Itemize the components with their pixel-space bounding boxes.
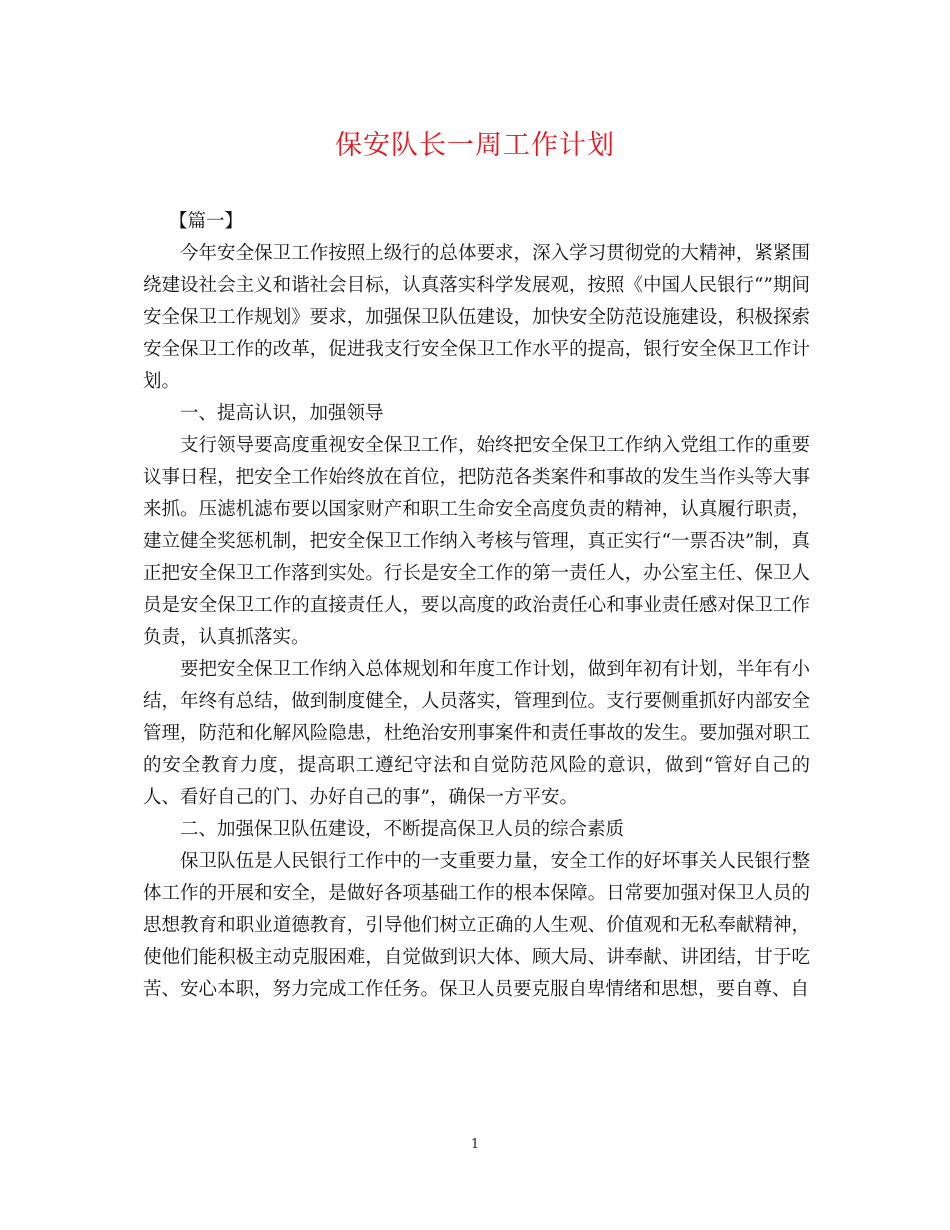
page-number: 1 <box>470 1137 480 1152</box>
paragraph-team: 保卫队伍是人民银行工作中的一支重要力量，安全工作的好坏事关人民银行整体工作的开展和安全，是做好各项基础工作的根本保障。日常要加强对保卫人员的思想教育和职业道德教育，引导他们树立正确的人生观、价值观和无私奉献精神，使他们能积极主动克服困难，自觉做到识大体、顾大局、讲奉献、讲团结，甘于吃苦、安心本职，努力完成工作任务。保卫人员要克服自卑情绪和思想，要自尊、自 <box>143 851 810 1000</box>
section-tag: 【篇一】 <box>169 211 244 232</box>
paragraph-planning: 要把安全保卫工作纳入总体规划和年度工作计划，做到年初有计划，半年有小结，年终有总结，做到制度健全，人员落实，管理到位。支行要侧重抓好内部安全管理，防范和化解风险隐患，杜绝治安刑事案件和责任事故的发生。要加强对职工的安全教育力度，提高职工遵纪守法和自觉防范风险的意识，做到“管好自己的人、看好自己的门、办好自己的事”，确保一方平安。 <box>143 659 810 808</box>
heading-2: 二、加强保卫队伍建设，不断提高保卫人员的综合素质 <box>180 819 625 840</box>
paragraph-leadership: 支行领导要高度重视安全保卫工作，始终把安全保卫工作纳入党组工作的重要议事日程，把安全工作始终放在首位，把防范各类案件和事故的发生当作头等大事来抓。压滤机滤布要以国家财产和职工生命安全高度负责的精神，认真履行职责，建立健全奖惩机制，把安全保卫工作纳入考核与管理，真正实行“一票否决”制，真正把安全保卫工作落到实处。行长是安全工作的第一责任人，办公室主任、保卫人员是安全保卫工作的直接责任人，要以高度的政治责任心和事业责任感对保卫工作负责，认真抓落实。 <box>143 435 810 648</box>
document-body <box>143 206 810 1006</box>
document-title: 保安队长一周工作计划 <box>335 130 615 161</box>
paragraph-intro: 今年安全保卫工作按照上级行的总体要求，深入学习贯彻党的大精神，紧紧围绕建设社会主义和谐社会目标，认真落实科学发展观，按照《中国人民银行“”期间安全保卫工作规划》要求，加强保卫队伍建设，加快安全防范设施建设，积极探索安全保卫工作的改革，促进我支行安全保卫工作水平的提高，银行安全保卫工作计划。 <box>143 243 810 392</box>
heading-1: 一、提高认识，加强领导 <box>180 403 384 424</box>
